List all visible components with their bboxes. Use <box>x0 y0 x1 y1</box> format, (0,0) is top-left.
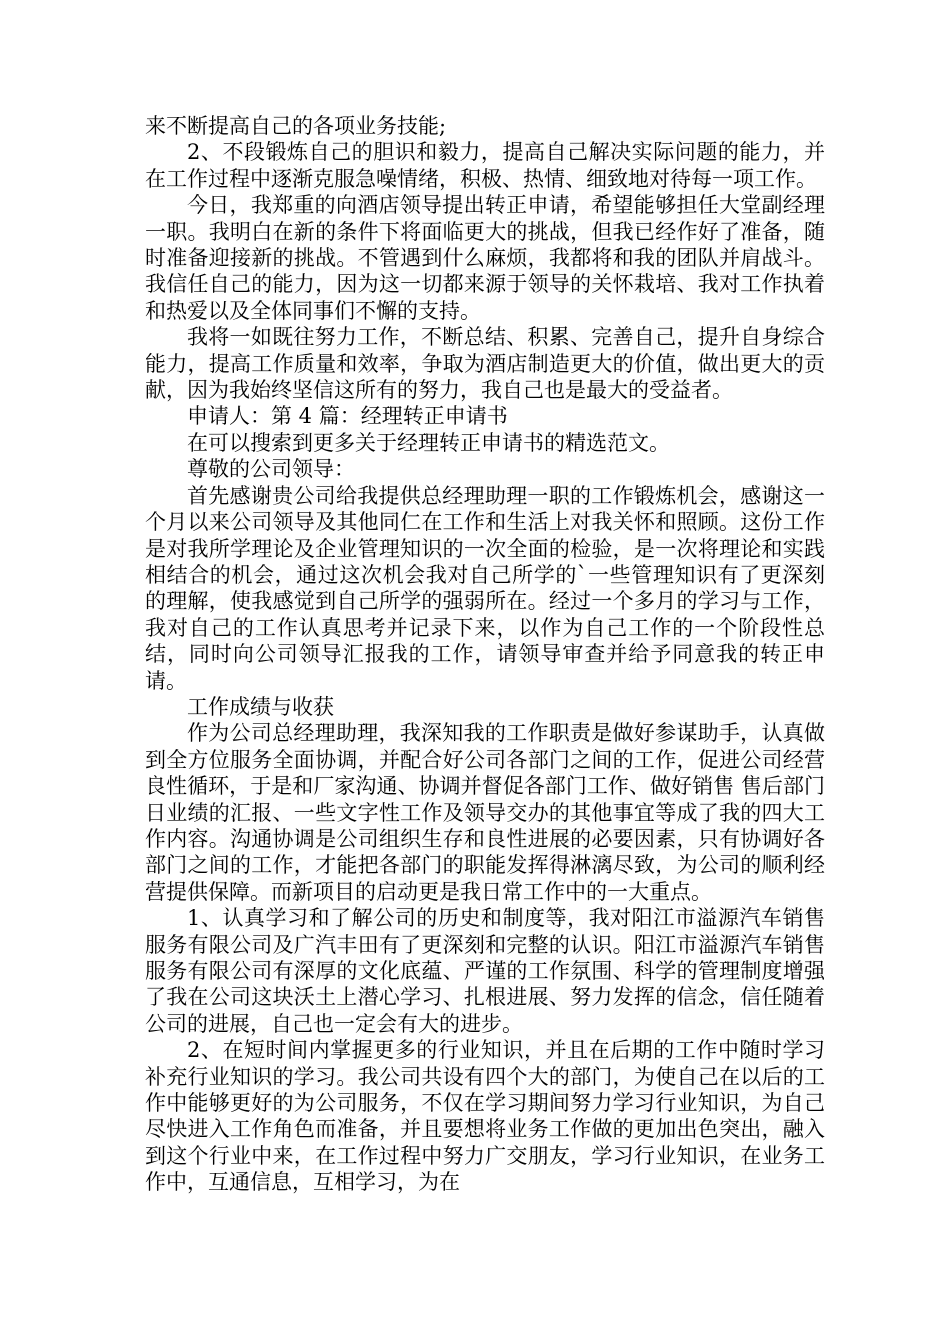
paragraph-item-2: 2、在短时间内掌握更多的行业知识，并且在后期的工作中随时学习补充行业知识的学习。我公司共设有四个大的部门，为使自己在以后的工作中能够更好的为公司服务，不仅在学习期间努力学习行业知识，为自己尽快进入工作角色而准备，并且要想将业务工作做的更加出色突出，融入到这个行业中来，在工作过程中努力广交朋友，学习行业知识，在业务工作中，互通信息，互相学习，为在 <box>145 1038 825 1195</box>
applicant-heading: 申请人：第 4 篇：经理转正申请书 <box>187 404 508 429</box>
paragraph-3: 今日，我郑重的向酒店领导提出转正申请，希望能够担任大堂副经理一职。我明白在新的条件下将面临更大的挑战，但我已经作好了准备，随时准备迎接新的挑战。不管遇到什么麻烦，我都将和我的团队并肩战斗。我信任自己的能力，因为这一切都来源于领导的关怀栽培、我对工作执着和热爱以及全体同事们不懈的支持。 <box>145 193 825 323</box>
salutation: 尊敬的公司领导： <box>187 457 355 482</box>
paragraph-duties: 作为公司总经理助理，我深知我的工作职责是做好参谋助手，认真做到全方位服务全面协调，并配合好公司各部门之间的工作，促进公司经营良性循环，于是和厂家沟通、协调并督促各部门工作、做好销售 售后部门日业绩的汇报、一些文字性工作及领导交办的其他事宜等成了我的四大工作内容。沟通协调是公司组织生存和良性进展的必要因素，只有协调好各部门之间的工作，才能把各部门的职能发挥得淋漓尽致，为公司的顺利经营提供保障。而新项目的启动更是我日常工作中的一大重点。 <box>145 721 825 904</box>
paragraph-search-note: 在可以搜索到更多关于经理转正申请书的精选范文。 <box>187 430 670 455</box>
document-page <box>145 113 825 1196</box>
section-heading: 工作成绩与收获 <box>187 694 334 719</box>
paragraph-1: 来不断提高自己的各项业务技能; <box>145 114 447 138</box>
paragraph-intro: 首先感谢贵公司给我提供总经理助理一职的工作锻炼机会，感谢这一个月以来公司领导及其他同仁在工作和生活上对我关怀和照顾。这份工作是对我所学理论及企业管理知识的一次全面的检验，是一次将理论和实践相结合的机会，通过这次机会我对自己所学的`一些管理知识有了更深刻的理解，使我感觉到自己所学的强弱所在。经过一个多月的学习与工作，我对自己的工作认真思考并记录下来，以作为自己工作的一个阶段性总结，同时向公司领导汇报我的工作，请领导审查并给予同意我的转正申请。 <box>145 483 825 693</box>
paragraph-2: 2、不段锻炼自己的胆识和毅力，提高自己解决实际问题的能力，并在工作过程中逐渐克服急噪情绪，积极、热情、细致地对待每一项工作。 <box>145 140 825 191</box>
paragraph-4: 我将一如既往努力工作，不断总结、积累、完善自己，提升自身综合能力，提高工作质量和效率，争取为酒店制造更大的价值，做出更大的贡献，因为我始终坚信这所有的努力，我自己也是最大的受益者。 <box>145 325 825 403</box>
paragraph-item-1: 1、认真学习和了解公司的历史和制度等，我对阳江市溢源汽车销售服务有限公司及广汽丰田有了更深刻和完整的认识。阳江市溢源汽车销售服务有限公司有深厚的文化底蕴、严谨的工作氛围、科学的管理制度增强了我在公司这块沃土上潜心学习、扎根进展、努力发挥的信念，信任随着公司的进展，自己也一定会有大的进步。 <box>145 906 825 1036</box>
